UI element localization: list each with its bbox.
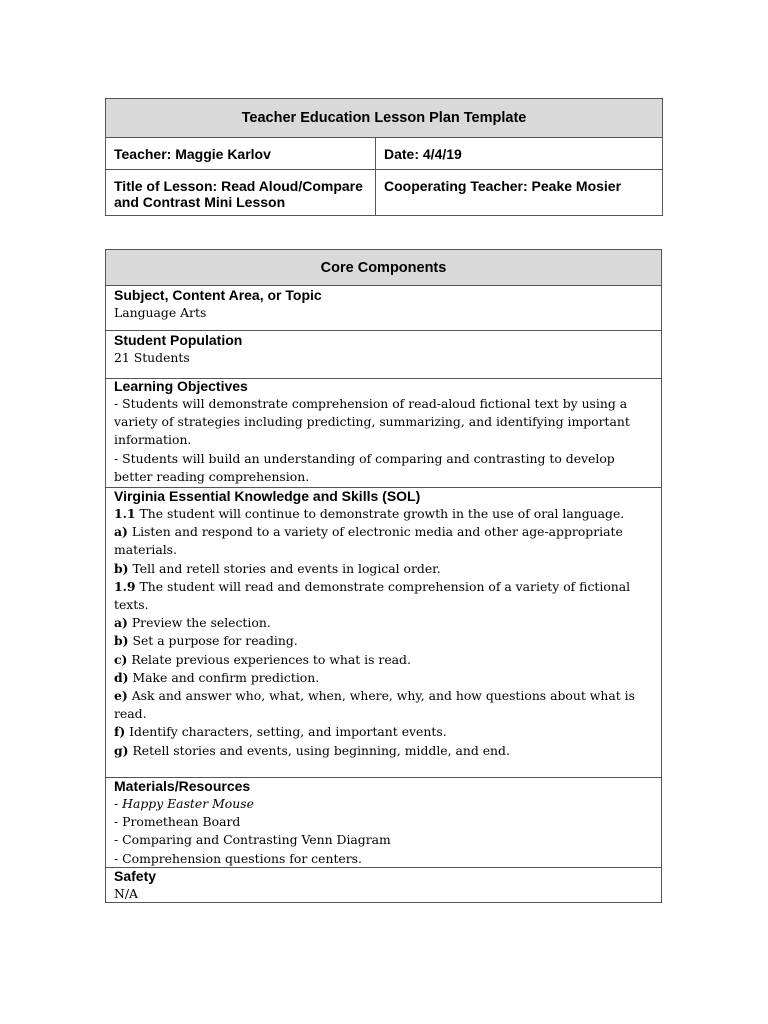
sol-line: g) Retell stories and events, using beginning, middle, and end. xyxy=(114,742,510,758)
sol-line: read. xyxy=(114,706,147,722)
subject-value: Language Arts xyxy=(114,305,207,320)
sol-line: a) Listen and respond to a variety of electronic media and other age-appropriate xyxy=(114,524,623,540)
materials-list xyxy=(114,795,653,868)
subject-label: Subject, Content Area, or Topic xyxy=(114,287,322,303)
sol-line: 1.9 The student will read and demonstrate comprehension of a variety of fictional xyxy=(114,578,631,594)
subject-section xyxy=(105,286,662,331)
teacher-name: Teacher: Maggie Karlov xyxy=(106,138,376,170)
materials-item: - Comprehension questions for centers. xyxy=(114,850,362,866)
sol-line: a) Preview the selection. xyxy=(114,615,271,631)
sol-text xyxy=(114,505,653,760)
sol-line: b) Set a purpose for reading. xyxy=(114,633,298,649)
lesson-header-table xyxy=(105,98,663,216)
objectives-label: Learning Objectives xyxy=(114,379,248,394)
sol-line: 1.1 The student will continue to demonstrate growth in the use of oral language. xyxy=(114,506,625,521)
sol-line: e) Ask and answer who, what, when, where, why, and how questions about what is xyxy=(114,688,635,704)
objective-line: information. xyxy=(114,432,192,448)
objectives-section xyxy=(105,379,662,488)
core-components-title: Core Components xyxy=(105,249,662,286)
objective-line: better reading comprehension. xyxy=(114,468,310,484)
materials-item: - Promethean Board xyxy=(114,814,241,830)
template-title: Teacher Education Lesson Plan Template xyxy=(106,99,663,138)
objective-line: - Students will build an understanding of comparing and contrasting to develop xyxy=(114,450,615,466)
materials-label: Materials/Resources xyxy=(114,778,251,794)
sol-line: d) Make and confirm prediction. xyxy=(114,669,320,685)
lesson-date: Date: 4/4/19 xyxy=(376,138,663,170)
sol-section xyxy=(105,488,662,778)
population-label: Student Population xyxy=(114,332,243,348)
sol-line: materials. xyxy=(114,542,177,558)
population-section xyxy=(105,331,662,379)
objective-line: variety of strategies including predicting, summarizing, and identifying important xyxy=(114,414,630,430)
safety-value: N/A xyxy=(114,886,138,901)
sol-line: f) Identify characters, setting, and important events. xyxy=(114,724,447,740)
sol-line: b) Tell and retell stories and events in logical order. xyxy=(114,560,441,576)
objectives-text xyxy=(114,395,653,486)
safety-label: Safety xyxy=(114,868,157,884)
materials-item: - Happy Easter Mouse xyxy=(114,796,254,811)
materials-item: - Comparing and Contrasting Venn Diagram xyxy=(114,832,391,848)
core-components-table xyxy=(105,249,662,903)
materials-section xyxy=(105,778,662,868)
sol-line: c) Relate previous experiences to what is read. xyxy=(114,651,411,667)
sol-label: Virginia Essential Knowledge and Skills (SOL) xyxy=(114,488,421,504)
safety-section xyxy=(105,868,662,903)
cooperating-teacher: Cooperating Teacher: Peake Mosier xyxy=(376,170,663,216)
population-value: 21 Students xyxy=(114,350,190,365)
lesson-title: Title of Lesson: Read Aloud/Compare and Contrast Mini Lesson xyxy=(106,170,376,216)
objective-line: - Students will demonstrate comprehension of read-aloud fictional text by using a xyxy=(114,396,628,411)
sol-line: texts. xyxy=(114,597,149,613)
